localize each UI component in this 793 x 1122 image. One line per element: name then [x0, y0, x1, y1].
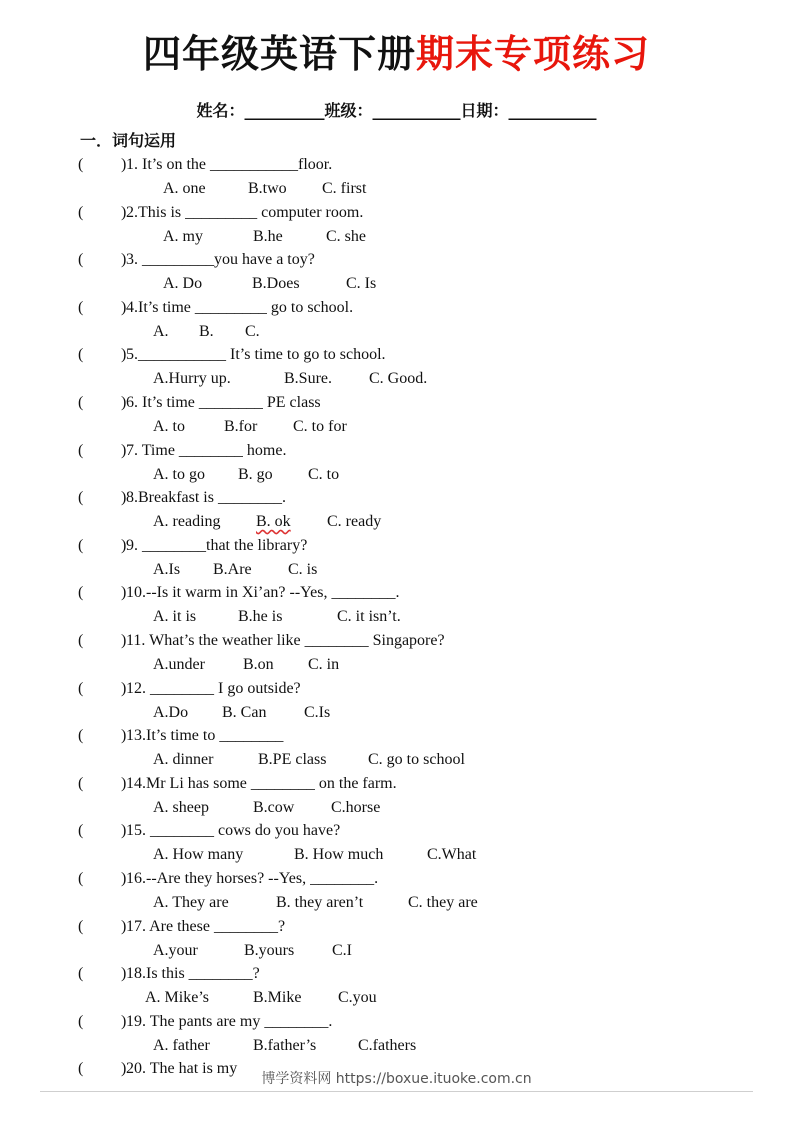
question-text: 5.___________ It’s time to go to school.	[126, 346, 386, 363]
student-info-line: 姓名：__________班级：___________日期：___________	[196, 101, 597, 120]
option-c: C. it isn’t.	[337, 608, 401, 625]
option-a: A. Mike’s	[145, 989, 209, 1006]
option-b: B.	[199, 323, 214, 340]
option-b: B.on	[243, 656, 274, 673]
option-a: A.Hurry up.	[153, 370, 231, 387]
answer-paren-close: )	[121, 442, 127, 459]
option-a: A. father	[153, 1037, 210, 1054]
question-text: 4.It’s time _________ go to school.	[126, 299, 354, 316]
option-a: A.your	[153, 942, 198, 959]
answer-paren-close: )	[121, 537, 127, 554]
option-c: C. in	[308, 656, 340, 673]
option-a: A. dinner	[153, 751, 214, 768]
answer-paren-open: (	[78, 1013, 84, 1030]
answer-paren-close: )	[121, 204, 127, 221]
question-text: 19. The pants are my ________.	[126, 1013, 333, 1030]
option-a: A. to	[153, 418, 185, 435]
answer-paren-open: (	[78, 537, 84, 554]
option-b: B.yours	[244, 942, 295, 959]
option-b: B.Does	[252, 275, 300, 292]
answer-paren-open: (	[78, 299, 84, 316]
option-a: A. sheep	[153, 799, 209, 816]
option-a: A. my	[163, 228, 203, 245]
option-b: B. Can	[222, 704, 267, 721]
question-text: 8.Breakfast is ________.	[126, 489, 286, 506]
option-a: A. to go	[153, 466, 205, 483]
option-c: C.you	[338, 989, 377, 1006]
question-text: 11. What’s the weather like ________ Singapore?	[126, 632, 445, 649]
answer-paren-open: (	[78, 251, 84, 268]
answer-paren-close: )	[121, 156, 127, 173]
option-a: A. They are	[153, 894, 229, 911]
question-text: 16.--Are they horses? --Yes, ________.	[126, 870, 379, 887]
answer-paren-close: )	[121, 1060, 127, 1077]
answer-paren-open: (	[78, 680, 84, 697]
answer-paren-open: (	[78, 870, 84, 887]
option-b: B.he	[253, 228, 283, 245]
option-b: B.cow	[253, 799, 295, 816]
answer-paren-close: )	[121, 822, 127, 839]
footer-watermark: 博学资料网 https://boxue.ituoke.com.cn	[261, 1071, 532, 1087]
option-c: C. to	[308, 466, 340, 483]
option-c: C.horse	[331, 799, 381, 816]
option-c: C.I	[332, 942, 352, 959]
answer-paren-close: )	[121, 775, 127, 792]
question-text: 7. Time ________ home.	[126, 442, 287, 459]
answer-paren-open: (	[78, 822, 84, 839]
option-a: A. Do	[163, 275, 203, 292]
option-a: A. it is	[153, 608, 197, 625]
option-c: C. they are	[408, 894, 478, 911]
answer-paren-open: (	[78, 918, 84, 935]
option-c: C. go to school	[368, 751, 465, 768]
question-text: 10.--Is it warm in Xi’an? --Yes, ________.	[126, 584, 400, 601]
option-b: B.PE class	[258, 751, 327, 768]
answer-paren-close: )	[121, 918, 127, 935]
option-c: C.fathers	[358, 1037, 417, 1054]
answer-paren-open: (	[78, 204, 84, 221]
answer-paren-open: (	[78, 394, 84, 411]
answer-paren-close: )	[121, 680, 127, 697]
option-a: A.Do	[153, 704, 189, 721]
section-heading: 一．词句运用	[80, 131, 177, 150]
answer-paren-open: (	[78, 156, 84, 173]
answer-paren-close: )	[121, 251, 127, 268]
option-b: B.Are	[213, 561, 252, 578]
answer-paren-close: )	[121, 489, 127, 506]
option-b: B. they aren’t	[276, 894, 364, 911]
answer-paren-close: )	[121, 346, 127, 363]
title-part-grade: 四年级英语下册	[142, 32, 416, 76]
option-c: C. to for	[293, 418, 347, 435]
question-text: 1. It’s on the ___________floor.	[126, 156, 333, 173]
option-a: A. reading	[153, 513, 221, 530]
option-b: B.Sure.	[284, 370, 332, 387]
option-a: A. one	[163, 180, 206, 197]
option-b: B. go	[238, 466, 273, 483]
option-b: B. ok	[256, 513, 291, 530]
option-c: C. first	[322, 180, 367, 197]
option-b: B.for	[224, 418, 258, 435]
answer-paren-open: (	[78, 775, 84, 792]
answer-paren-close: )	[121, 1013, 127, 1030]
question-text: 17. Are these ________?	[126, 918, 286, 935]
answer-paren-close: )	[121, 584, 127, 601]
page-title	[0, 26, 793, 82]
answer-paren-open: (	[78, 442, 84, 459]
question-text: 15. ________ cows do you have?	[126, 822, 341, 839]
option-a: A.Is	[153, 561, 181, 578]
option-a: A.	[153, 323, 169, 340]
question-text: 12. ________ I go outside?	[126, 680, 301, 697]
option-b: B. How much	[294, 846, 384, 863]
option-b: B.he is	[238, 608, 283, 625]
question-text: 13.It’s time to ________	[126, 727, 284, 744]
answer-paren-open: (	[78, 584, 84, 601]
option-c: C.Is	[304, 704, 331, 721]
answer-paren-close: )	[121, 870, 127, 887]
option-c: C.	[245, 323, 260, 340]
answer-paren-close: )	[121, 965, 127, 982]
option-b: B.Mike	[253, 989, 302, 1006]
answer-paren-open: (	[78, 346, 84, 363]
answer-paren-open: (	[78, 632, 84, 649]
question-text: 14.Mr Li has some ________ on the farm.	[126, 775, 397, 792]
option-b: B.two	[248, 180, 287, 197]
option-a: A.under	[153, 656, 205, 673]
answer-paren-close: )	[121, 299, 127, 316]
option-b: B.father’s	[253, 1037, 317, 1054]
question-text: 3. _________you have a toy?	[126, 251, 315, 268]
title-part-exam: 期末专项练习	[416, 32, 651, 76]
option-c: C.What	[427, 846, 477, 863]
answer-paren-close: )	[121, 394, 127, 411]
answer-paren-close: )	[121, 632, 127, 649]
question-text: 2.This is _________ computer room.	[126, 204, 364, 221]
question-text: 18.Is this ________?	[126, 965, 260, 982]
option-a: A. How many	[153, 846, 244, 863]
question-text: 20. The hat is my	[126, 1060, 238, 1077]
answer-paren-close: )	[121, 727, 127, 744]
footer-divider	[40, 1091, 753, 1092]
option-c: C. she	[326, 228, 366, 245]
option-c: C. is	[288, 561, 318, 578]
option-c: C. ready	[327, 513, 382, 530]
answer-paren-open: (	[78, 965, 84, 982]
question-text: 6. It’s time ________ PE class	[126, 394, 321, 411]
option-c: C. Is	[346, 275, 377, 292]
answer-paren-open: (	[78, 489, 84, 506]
answer-paren-open: (	[78, 1060, 84, 1077]
option-c: C. Good.	[369, 370, 428, 387]
question-text: 9. ________that the library?	[126, 537, 308, 554]
answer-paren-open: (	[78, 727, 84, 744]
